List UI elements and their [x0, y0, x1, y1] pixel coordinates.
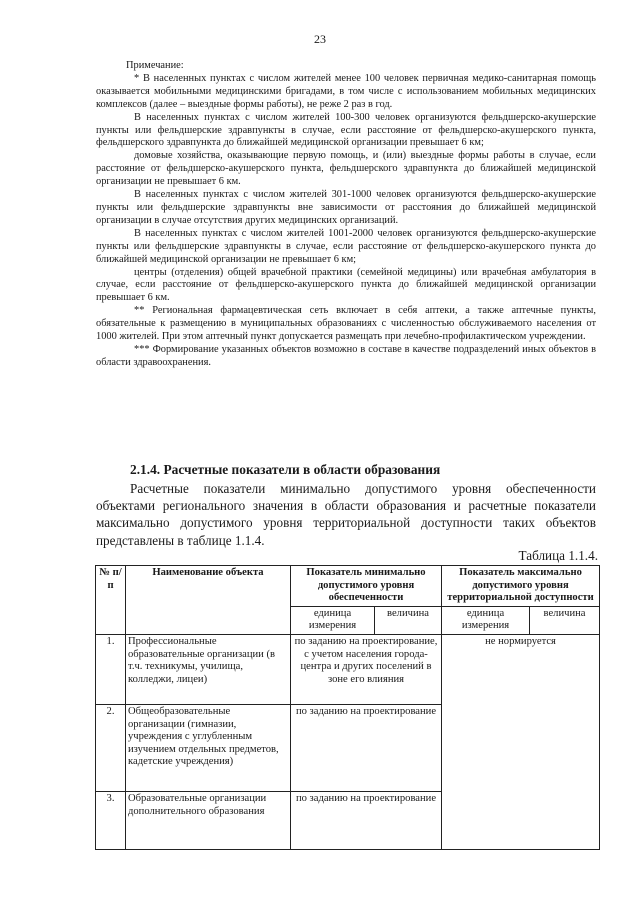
row-number: 3.	[96, 791, 126, 849]
header-number: № п/п	[96, 566, 126, 635]
notes-block	[96, 60, 596, 370]
note-paragraph: центры (отделения) общей врачебной практики (семейной медицины) или врачебная амбулатория в случае, если расстояние от фельдшерско-акушерского пункта до ближайшей медицинской организации превышает 6 км.	[96, 266, 596, 304]
section-paragraph: Расчетные показатели минимально допустимого уровня обеспеченности объектами регионального значения в области образования и расчетные показатели максимально допустимого уровня территориальной доступности таких объектов представлены в таблице 1.1.4.	[96, 481, 596, 548]
table-caption: Таблица 1.1.4.	[518, 548, 598, 563]
row-min-level: по заданию на проектирование	[291, 704, 442, 791]
header-unit: единица измерения	[291, 606, 375, 634]
header-value: величина	[375, 606, 442, 634]
note-paragraph: домовые хозяйства, оказывающие первую помощь, и (или) выездные формы работы в случае, если расстояние от фельдшерско-акушерского пункта, фельдшерского здравпункта до ближайшей медицинской организации не превышает 6 км.	[96, 150, 596, 188]
note-paragraph: В населенных пунктах с числом жителей 301-1000 человек организуются фельдшерско-акушерские пункты или фельдшерские здравпункты вне зависимости от расстояния до ближайшей медицинской организации в случае отсутствия других медицинских организаций.	[96, 189, 596, 226]
row-name: Общеобразовательные организации (гимназии, учреждения с углубленным изучением отдельных предметов, кадетские учреждения)	[126, 704, 291, 791]
note-paragraph: ** Региональная фармацевтическая сеть включает в себя аптеки, а также аптечные пункты, обязательные к размещению в муниципальных образованиях с численностью обслуживаемого населения от 1000 жителей. При этом аптечный пункт допускается размещать при лечебно-профилактическом учреждении.	[96, 305, 596, 343]
note-paragraph: В населенных пунктах с числом жителей 100-300 человек организуются фельдшерско-акушерские пункты или фельдшерские здравпункты в случае, если расстояние от фельдшерско-акушерского пункта, фельдшерского здравпункта до ближайшей медицинской организации превышает 6 км;	[96, 111, 596, 149]
note-paragraph: *** Формирование указанных объектов возможно в составе в качестве подразделений иных объектов в области здравоохранения.	[96, 343, 596, 368]
table-row	[96, 634, 600, 704]
header-max-access: Показатель максимально допустимого уровня территориальной доступности	[442, 566, 600, 607]
header-min-level: Показатель минимально допустимого уровня обеспеченности	[291, 566, 442, 607]
row-max-access: не нормируется	[442, 634, 600, 849]
row-number: 2.	[96, 704, 126, 791]
row-min-level: по заданию на проектирование	[291, 791, 442, 849]
note-paragraph: В населенных пунктах с числом жителей 1001-2000 человек организуются фельдшерско-акушерские пункты или фельдшерские здравпункты в случае, если расстояние от фельдшерско-акушерского пункта до ближайшей медицинской организации не превышает 6 км;	[96, 227, 596, 265]
note-paragraph: * В населенных пунктах с числом жителей менее 100 человек первичная медико-санитарная помощь оказывается мобильными медицинскими бригадами, в том числе с использованием мобильных медицинских комплексов (далее – выездные формы работы), не реже 2 раз в год.	[96, 72, 596, 110]
header-unit: единица измерения	[442, 606, 530, 634]
row-name: Профессиональные образовательные организации (в т.ч. техникумы, училища, колледжи, лицеи)	[126, 634, 291, 704]
page-number: 23	[314, 32, 326, 46]
indicators-table	[95, 565, 600, 850]
row-min-level: по заданию на проектирование, с учетом населения города-центра и других поселений в зоне его влияния	[291, 634, 442, 704]
header-name: Наименование объекта	[126, 566, 291, 635]
section-heading: 2.1.4. Расчетные показатели в области образования	[130, 462, 441, 477]
notes-title: Примечание:	[126, 60, 184, 71]
header-value: величина	[530, 606, 600, 634]
section-text	[96, 480, 596, 549]
row-name: Образовательные организации дополнительного образования	[126, 791, 291, 849]
row-number: 1.	[96, 634, 126, 704]
